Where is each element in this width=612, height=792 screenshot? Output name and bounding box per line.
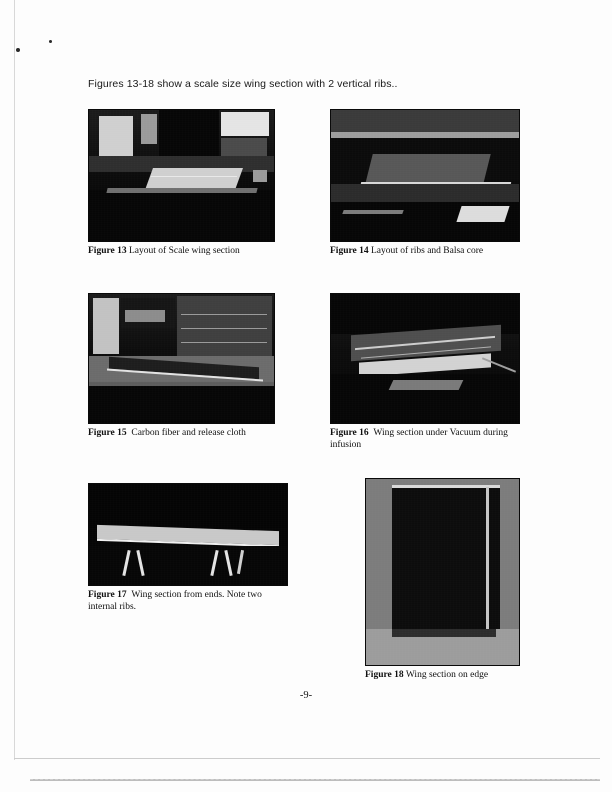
figure-13-photo — [88, 109, 275, 242]
scan-speck — [16, 48, 20, 52]
figure-18 — [365, 478, 525, 682]
figure-18-photo — [365, 478, 520, 666]
page-number: -9- — [299, 690, 313, 701]
figure-14-caption — [330, 246, 520, 258]
figure-15 — [88, 293, 275, 440]
figure-17-label: Figure 17 — [88, 590, 127, 600]
figure-13 — [88, 109, 275, 258]
figure-16 — [330, 293, 520, 452]
figure-17 — [88, 483, 288, 614]
figure-16-caption — [330, 428, 520, 452]
figure-14 — [330, 109, 520, 258]
figure-18-label: Figure 18 — [365, 670, 404, 680]
figure-15-photo — [88, 293, 275, 424]
figure-16-photo — [330, 293, 520, 424]
figure-17-caption-text: Wing section from ends. Note two internal ribs. — [88, 590, 262, 612]
scan-edge-line-footer — [30, 779, 600, 781]
figure-14-label: Figure 14 — [330, 246, 369, 256]
figure-18-caption-text: Wing section on edge — [405, 670, 489, 680]
figure-16-caption-text: Wing section under Vacuum during infusion — [330, 428, 508, 450]
scan-speck — [49, 40, 52, 43]
figure-15-caption-text: Carbon fiber and release cloth — [131, 428, 246, 438]
photo-grain — [89, 110, 274, 241]
figure-13-caption-text: Layout of Scale wing section — [129, 246, 240, 256]
figure-13-caption — [88, 246, 275, 258]
intro-paragraph: Figures 13-18 show a scale size wing section with 2 vertical ribs.. — [88, 78, 398, 90]
figure-18-caption — [365, 670, 525, 682]
photo-grain — [331, 294, 519, 423]
figure-14-caption-text: Layout of ribs and Balsa core — [371, 246, 484, 256]
scan-edge-line-left — [14, 0, 15, 760]
figure-14-photo — [330, 109, 520, 242]
figure-17-photo — [88, 483, 288, 586]
photo-grain — [89, 484, 287, 585]
photo-grain — [366, 479, 519, 665]
photo-grain — [89, 294, 274, 423]
figure-13-label: Figure 13 — [88, 246, 127, 256]
figure-16-label: Figure 16 — [330, 428, 369, 438]
figure-15-label: Figure 15 — [88, 428, 127, 438]
photo-grain — [331, 110, 519, 241]
figure-17-caption — [88, 590, 273, 614]
scan-edge-line-bottom — [14, 758, 600, 759]
figure-15-caption — [88, 428, 275, 440]
